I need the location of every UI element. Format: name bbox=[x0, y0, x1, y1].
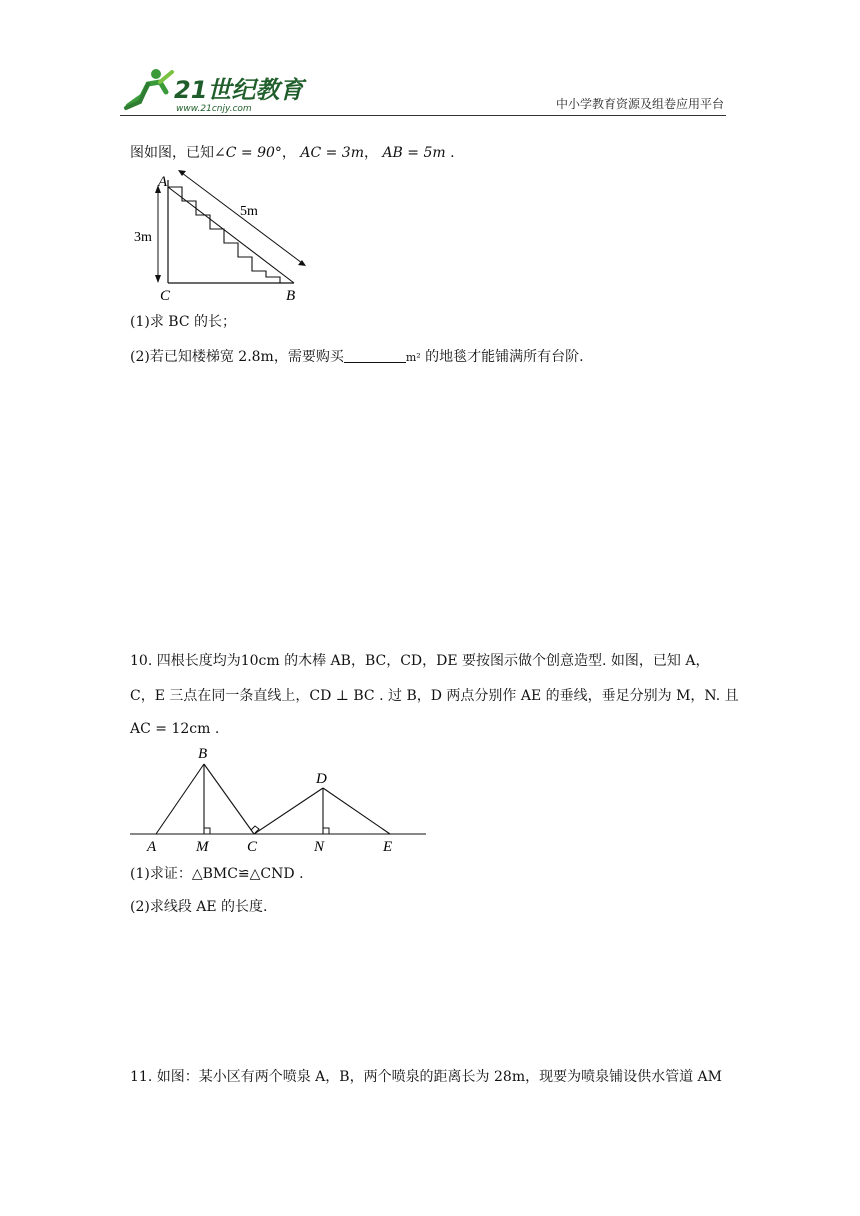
logo-21cnjy bbox=[120, 62, 304, 114]
q11-line1: 11. 如图：某小区有两个喷泉 A，B，两个喷泉的距离长为 28m，现要为喷泉铺设供水管道 AM bbox=[130, 1069, 722, 1085]
answer-blank[interactable] bbox=[344, 349, 406, 363]
q10-line2: C，E 三点在同一条直线上，CD ⊥ BC . 过 B，D 两点分别作 AE 的垂线，垂足分别为 M，N. 且 bbox=[130, 688, 739, 704]
page-header bbox=[120, 62, 726, 118]
q9-label-ac: 3m bbox=[134, 230, 152, 245]
q10-label-c: C bbox=[247, 839, 258, 855]
q9-part2-text: (2)若已知楼梯宽 2.8m，需要购买 bbox=[130, 349, 344, 365]
q10-part2: (2)求线段 AE 的长度. bbox=[130, 899, 268, 915]
q10-line1: 10. 四根长度均为10cm 的木棒 AB，BC，CD，DE 要按图示做个创意造型. 如图，已知 A， bbox=[130, 653, 710, 669]
q9-cond-ac: AC = 3m bbox=[300, 145, 364, 161]
q10-label-b: B bbox=[198, 746, 208, 762]
q9-figure bbox=[130, 165, 320, 305]
q10-line3: AC = 12cm . bbox=[130, 721, 220, 737]
q9-label-a: A bbox=[158, 174, 168, 190]
q9-label-c: C bbox=[160, 288, 171, 304]
q9-part2 bbox=[130, 347, 584, 368]
logo-main-text: 21世纪教育 bbox=[174, 76, 304, 104]
q9-cond-ab: AB = 5m bbox=[382, 145, 446, 161]
logo-url-text: www.21cnjy.com bbox=[176, 104, 252, 114]
q10-figure bbox=[130, 740, 430, 856]
q10-label-d: D bbox=[316, 771, 327, 787]
header-rule bbox=[120, 115, 726, 116]
q9-intro-text: 图如图，已知 bbox=[130, 145, 214, 161]
q10-label-n: N bbox=[314, 839, 325, 855]
platform-label: 中小学教育资源及组卷应用平台 bbox=[555, 97, 724, 111]
q10-label-m: M bbox=[196, 839, 209, 855]
q9-part2-unit: m² bbox=[405, 351, 421, 364]
q10-part1: (1)求证：△BMC≌△CND . bbox=[130, 866, 304, 882]
q9-intro: 图如图，已知∠C = 90°， AC = 3m， AB = 5m . bbox=[130, 145, 455, 161]
q10-label-e: E bbox=[383, 839, 393, 855]
q9-label-ab: 5m bbox=[240, 204, 258, 219]
q9-part2-tail: 的地毯才能铺满所有台阶. bbox=[425, 349, 584, 365]
runner-icon bbox=[126, 69, 172, 108]
q9-label-b: B bbox=[286, 288, 296, 304]
q10-label-a: A bbox=[147, 839, 157, 855]
q9-cond-angle: ∠C = 90° bbox=[214, 145, 282, 161]
q9-part1: (1)求 BC 的长； bbox=[130, 314, 236, 330]
